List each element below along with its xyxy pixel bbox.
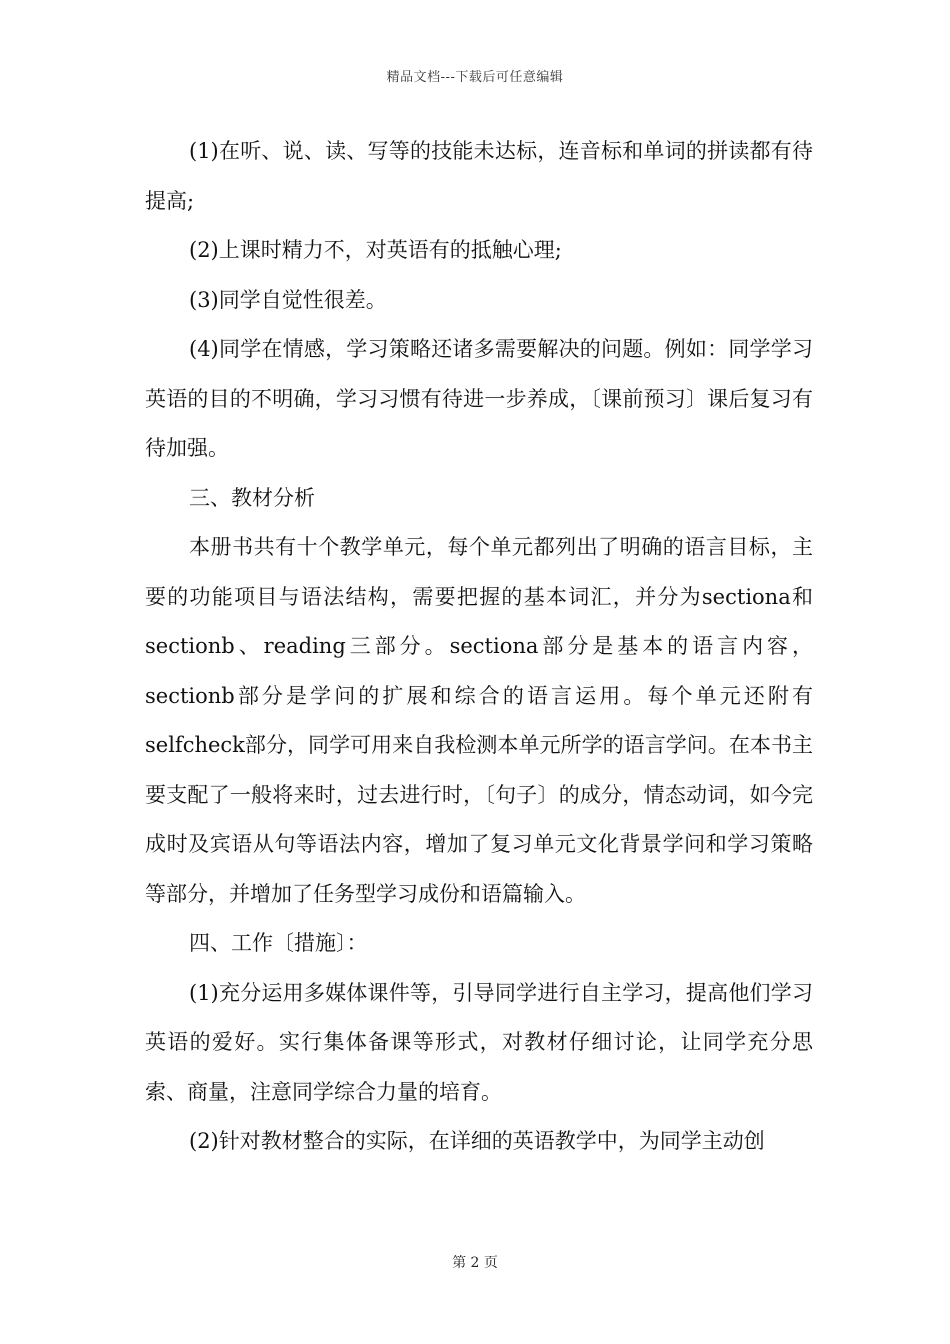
page-number: 第 2 页 — [452, 1255, 498, 1271]
page-header: 精品文档---下载后可任意编辑 — [386, 70, 564, 85]
paragraph-measure-2: (2)针对教材整合的实际，在详细的英语教学中，为同学主动创 — [189, 1129, 765, 1153]
paragraph-measure-1: (1)充分运用多媒体课件等，引导同学进行自主学习，提高他们学习英语的爱好。实行集体备课等形式，对教材仔细讨论，让同学充分思索、商量，注意同学综合力量的培育。 — [145, 980, 813, 1104]
section-heading-textbook-analysis: 三、教材分析 — [189, 485, 315, 510]
paragraph-item-1: (1)在听、说、读、写等的技能未达标，连音标和单词的拼读都有待提高; — [145, 139, 813, 213]
paragraph-item-4: (4)同学在情感，学习策略还诸多需要解决的问题。例如：同学学习英语的目的不明确，学习习惯有待进一步养成，〔课前预习〕课后复习有待加强。 — [145, 337, 813, 460]
paragraph-item-3: (3)同学自觉性很差。 — [189, 287, 387, 312]
paragraph-textbook-description: 本册书共有十个教学单元，每个单元都列出了明确的语言目标，主要的功能项目与语法结构，需要把握的基本词汇，并分为sectiona和sectionb、reading三部分。sectiona部分是基本的语言内容，sectionb部分是学问的扩展和综合的语言运用。每个单元还附有selfcheck部分，同学可用来自我检测本单元所学的语言学问。在本书主要支配了一般将来时，过去进行时，〔句子〕的成分，情态动词，如今完成时及宾语从句等语法内容，增加了复习单元文化背景学问和学习策略等部分，并增加了任务型学习成份和语篇输入。 — [145, 535, 813, 906]
paragraph-item-2: (2)上课时精力不，对英语有的抵触心理; — [189, 238, 562, 262]
section-heading-work-measures: 四、工作〔措施〕： — [189, 931, 368, 955]
document-body — [145, 127, 813, 1167]
